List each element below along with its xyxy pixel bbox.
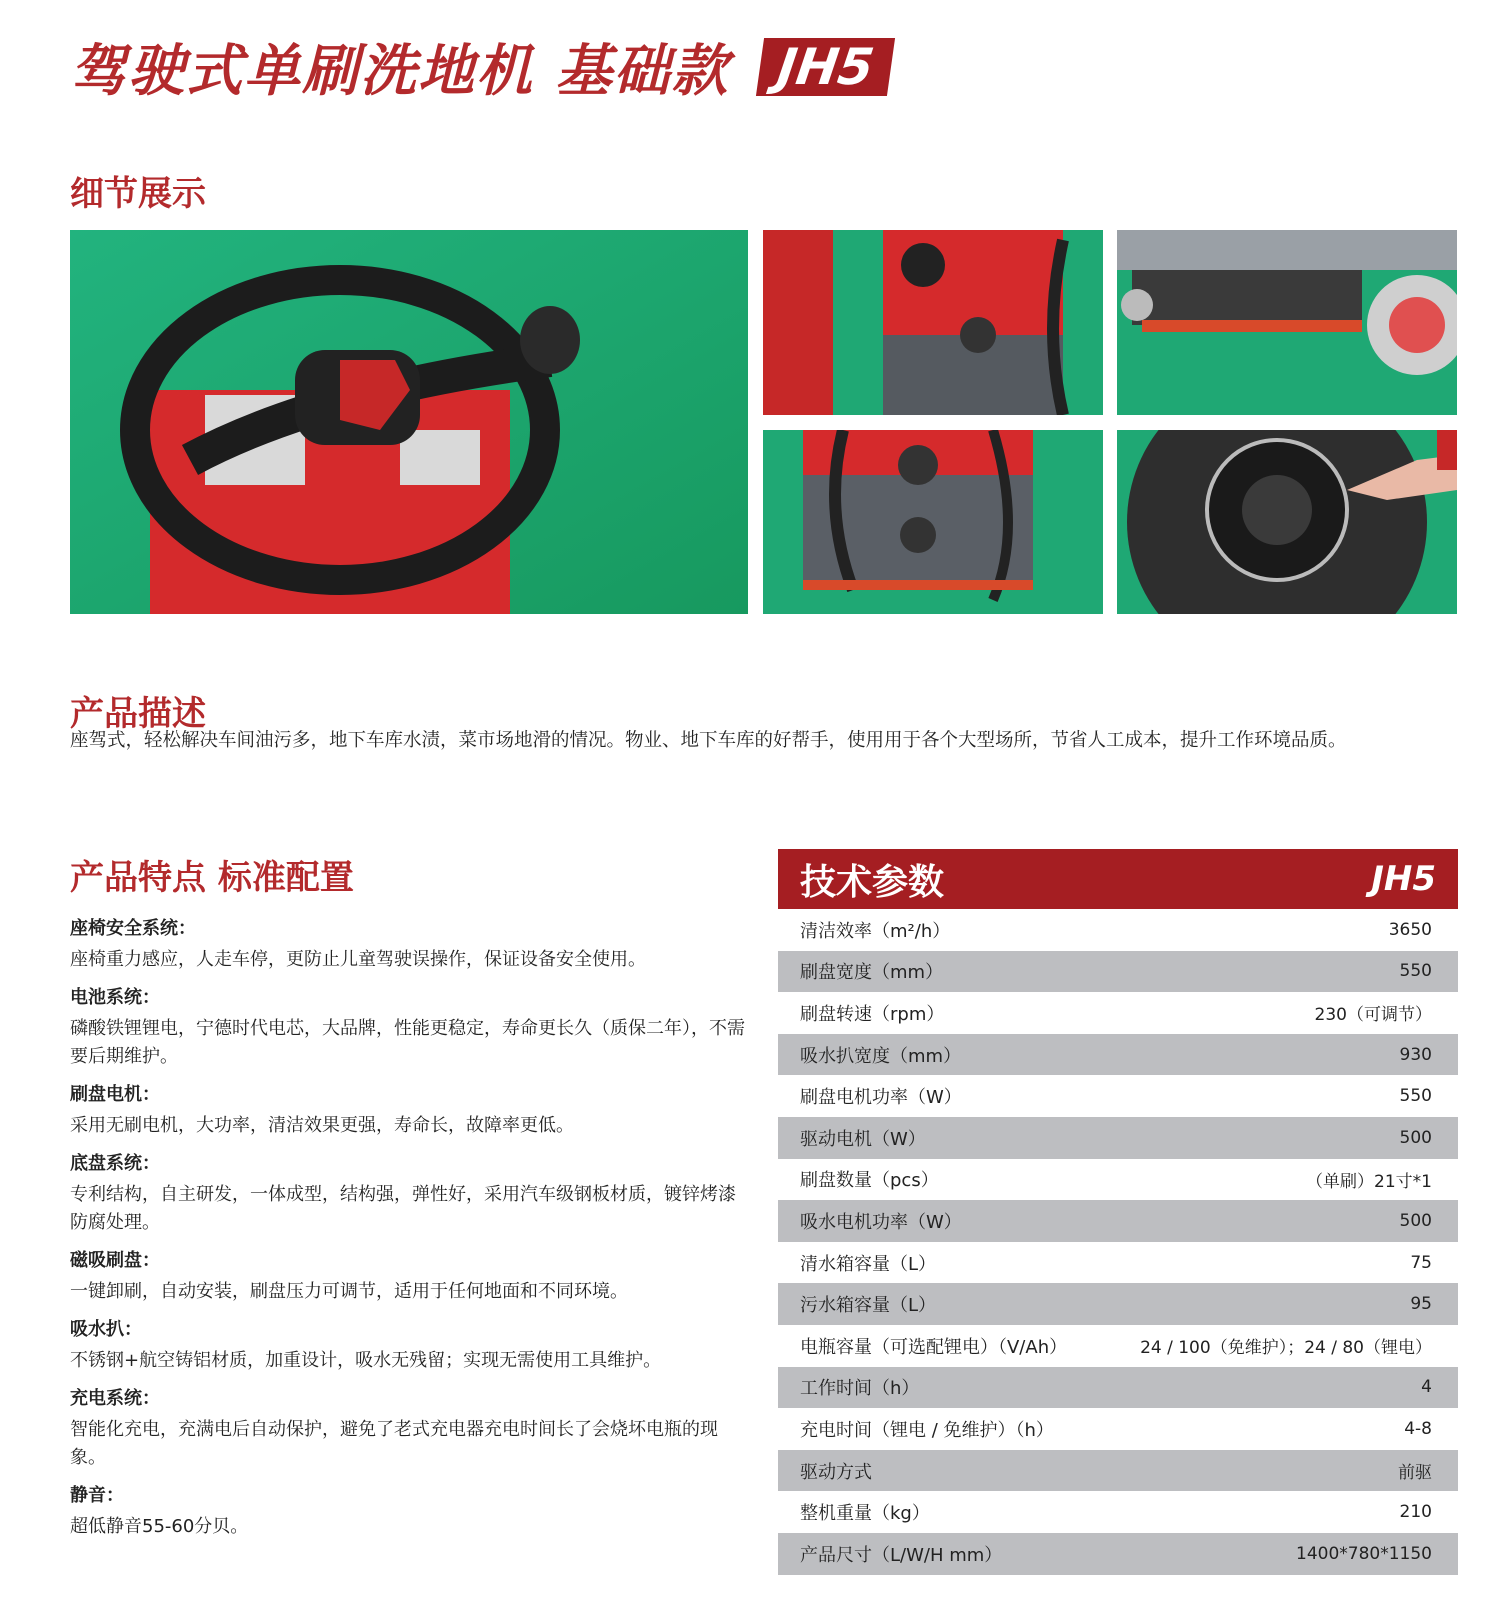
feature-title: 吸水扒： [70,1319,142,1340]
spec-row [778,1367,1458,1409]
feature-text: 超低静音55-60分贝。 [70,1516,249,1537]
spec-header [778,849,1458,909]
photo-steering-wheel [70,230,748,614]
spec-label: 整机重量（kg） [800,1503,930,1525]
spec-label: 吸水扒宽度（mm） [800,1045,962,1067]
spec-row [778,1533,1458,1575]
spec-value: 3650 [1388,919,1432,940]
spec-rows [778,909,1458,1575]
spec-value: 24 / 100（免维护）；24 / 80（锂电） [1140,1338,1432,1359]
spec-row [778,1159,1458,1201]
feature-title: 刷盘电机： [70,1084,160,1105]
feature-title: 底盘系统： [70,1153,160,1174]
spec-row [778,1075,1458,1117]
spec-label: 产品尺寸（L/W/H mm） [800,1544,1003,1566]
spec-label: 电瓶容量（可选配锂电）（V/Ah） [800,1336,1068,1358]
spec-row [778,1034,1458,1076]
feature-text: 一键卸刷，自动安装，刷盘压力可调节，适用于任何地面和不同环境。 [70,1281,628,1302]
feature-title: 座椅安全系统： [70,918,196,939]
feature-text: 磷酸铁锂锂电，宁德时代电芯，大品牌，性能更稳定，寿命更长久（质保二年），不需要后期维护。 [70,1018,745,1067]
spec-value: 210 [1399,1502,1432,1523]
feature-text: 采用无刷电机，大功率，清洁效果更强，寿命长，故障率更低。 [70,1115,574,1136]
spec-value: 4-8 [1404,1418,1432,1439]
spec-model: JH5 [1371,859,1436,899]
spec-row [778,1200,1458,1242]
spec-value: 4 [1421,1377,1432,1398]
spec-value: 1400*780*1150 [1296,1543,1432,1564]
description-heading: 产品描述 [70,694,206,734]
spec-row [778,909,1458,951]
feature-text: 座椅重力感应，人走车停，更防止儿童驾驶误操作，保证设备安全使用。 [70,949,646,970]
spec-value: 500 [1399,1210,1432,1231]
spec-label: 驱动电机（W） [800,1128,926,1150]
spec-value: 500 [1399,1127,1432,1148]
spec-row [778,1283,1458,1325]
spec-value: 230（可调节） [1314,1005,1432,1026]
spec-label: 吸水电机功率（W） [800,1211,962,1233]
feature-text: 不锈钢+航空铸铝材质，加重设计，吸水无残留；实现无需使用工具维护。 [70,1350,662,1371]
spec-label: 污水箱容量（L） [800,1295,937,1317]
spec-label: 刷盘数量（pcs） [800,1170,939,1192]
spec-row [778,1117,1458,1159]
features-list [70,915,750,1541]
photo-water-tank [763,230,1103,415]
photo-brush-plate [1117,430,1457,614]
spec-label: 清水箱容量（L） [800,1253,937,1275]
spec-row [778,951,1458,993]
spec-value: 前驱 [1398,1463,1432,1484]
spec-label: 刷盘转速（rpm） [800,1003,945,1025]
spec-label: 充电时间（锂电 / 免维护）（h） [800,1419,1054,1441]
spec-row [778,1491,1458,1533]
spec-value: 550 [1399,1086,1432,1107]
features-heading: 产品特点 标准配置 [70,858,354,898]
feature-title: 磁吸刷盘： [70,1250,160,1271]
spec-label: 清洁效率（m²/h） [800,920,951,942]
spec-table [778,849,1458,1575]
spec-value: 75 [1410,1252,1432,1273]
feature-title: 充电系统： [70,1388,160,1409]
spec-label: 刷盘电机功率（W） [800,1087,962,1109]
spec-label: 刷盘宽度（mm） [800,962,944,984]
spec-row [778,992,1458,1034]
spec-row [778,1325,1458,1367]
spec-label: 驱动方式 [800,1461,872,1483]
feature-text: 专利结构，自主研发，一体成型，结构强，弹性好，采用汽车级钢板材质，镀锌烤漆防腐处理。 [70,1184,736,1233]
spec-row [778,1242,1458,1284]
description-text: 座驾式，轻松解决车间油污多，地下车库水渍，菜市场地滑的情况。物业、地下车库的好帮手，使用用于各个大型场所，节省人工成本，提升工作环境品质。 [70,730,1347,751]
feature-title: 电池系统： [70,987,160,1008]
photo-chassis [1117,230,1457,415]
product-title: 驾驶式单刷洗地机 基础款 [70,39,730,104]
page-title [70,34,891,104]
spec-value: （单刷）21寸*1 [1306,1171,1432,1192]
spec-row [778,1450,1458,1492]
spec-row [778,1408,1458,1450]
spec-value: 95 [1410,1294,1432,1315]
feature-text: 智能化充电，充满电后自动保护，避免了老式充电器充电时间长了会烧坏电瓶的现象。 [70,1419,718,1468]
model-badge: JH5 [755,38,894,96]
photo-tank-side [763,430,1103,614]
feature-title: 静音： [70,1485,124,1506]
details-heading: 细节展示 [70,174,206,214]
spec-value: 550 [1399,961,1432,982]
spec-value: 930 [1399,1044,1432,1065]
spec-label: 工作时间（h） [800,1378,920,1400]
spec-title: 技术参数 [800,861,945,903]
